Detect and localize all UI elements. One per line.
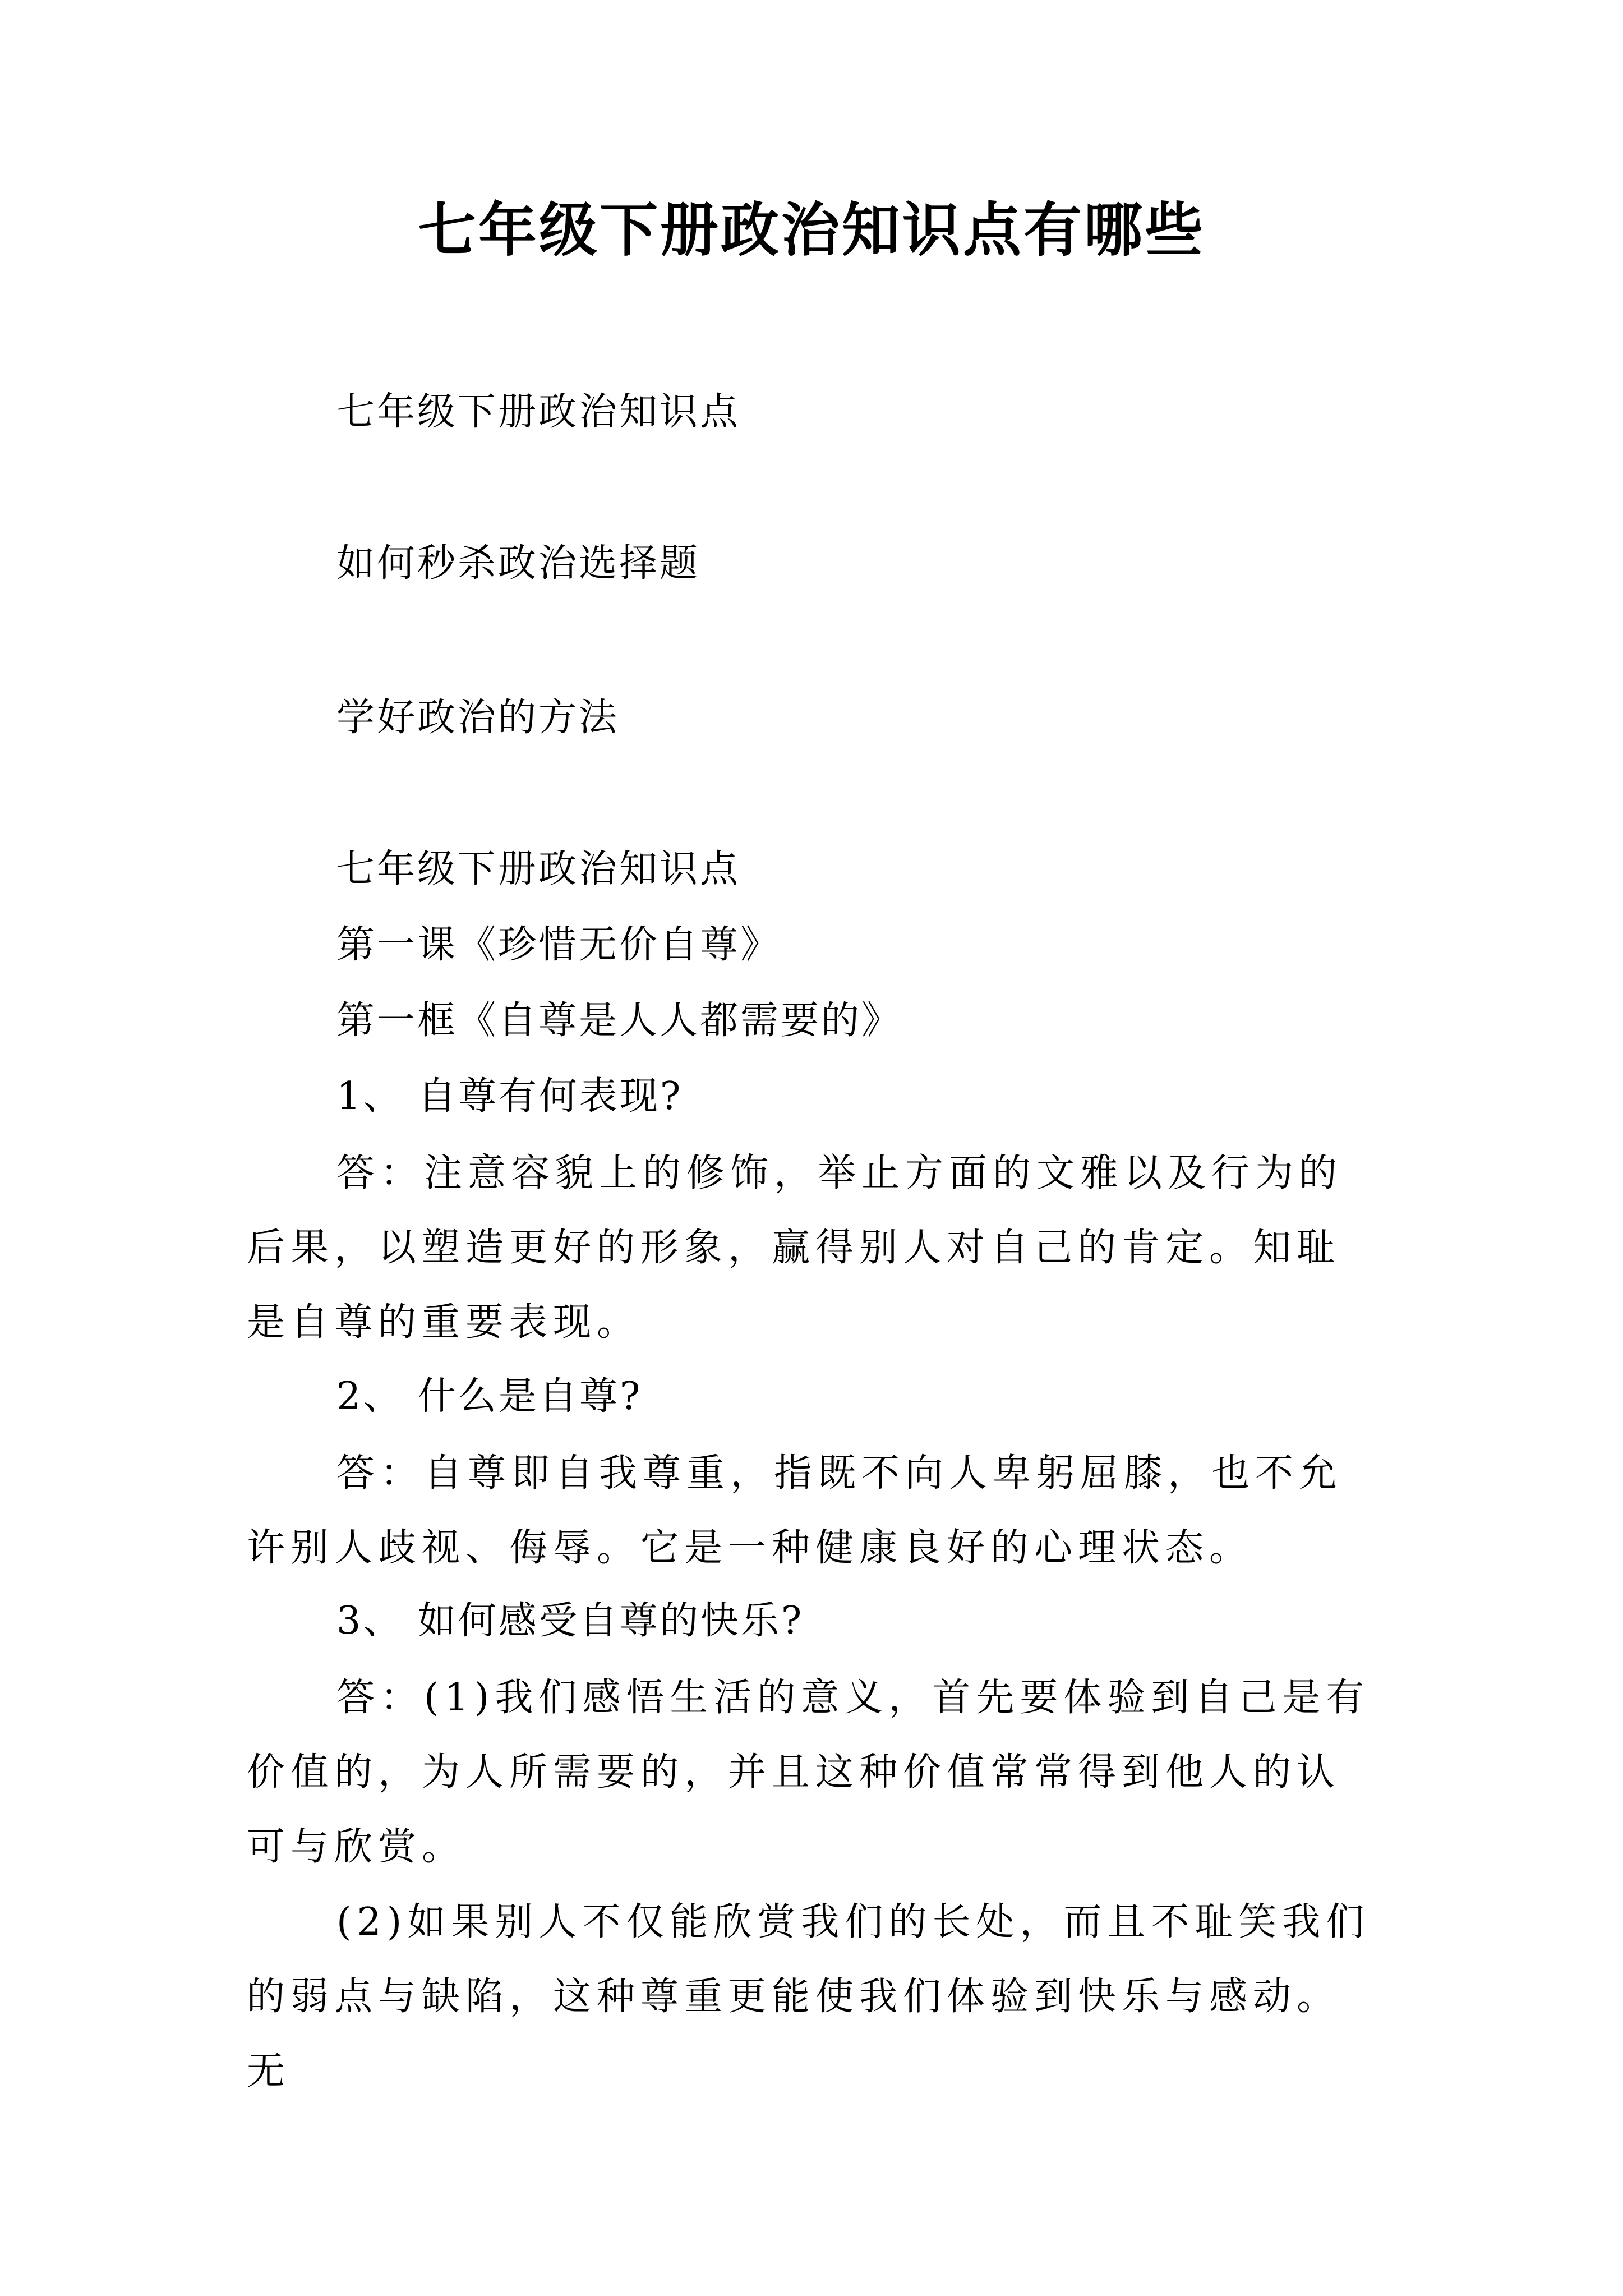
- document-title: 七年级下册政治知识点有哪些: [417, 195, 1205, 264]
- answer-3-part-1: 答：(1)我们感悟生活的意义，首先要体验到自己是有价值的，为人所需要的，并且这种价值常常得到他人的认可与欣赏。: [247, 1676, 1370, 1869]
- section-heading: 七年级下册政治知识点: [336, 847, 741, 891]
- question-3: 3、 如何感受自尊的快乐?: [336, 1599, 804, 1643]
- frame-title: 第一框《自尊是人人都需要的》: [336, 999, 902, 1043]
- answer-3-part-2: (2)如果别人不仅能欣赏我们的长处，而且不耻笑我们的弱点与缺陷，这种尊重更能使我们体验到快乐与感动。无: [247, 1900, 1370, 2093]
- question-2: 2、 什么是自尊?: [336, 1374, 643, 1419]
- toc-item-choice-questions: 如何秒杀政治选择题: [336, 541, 700, 586]
- lesson-title: 第一课《珍惜无价自尊》: [336, 923, 781, 967]
- answer-2: 答：自尊即自我尊重，指既不向人卑躬屈膝，也不允许别人歧视、侮辱。它是一种健康良好的心理状态。: [247, 1451, 1343, 1570]
- toc-item-knowledge-points: 七年级下册政治知识点: [336, 390, 741, 434]
- question-1: 1、 自尊有何表现?: [336, 1074, 683, 1119]
- toc-item-study-methods: 学好政治的方法: [336, 696, 620, 740]
- answer-1: 答：注意容貌上的修饰，举止方面的文雅以及行为的后果，以塑造更好的形象，赢得别人对自己的肯定。知耻是自尊的重要表现。: [247, 1151, 1343, 1345]
